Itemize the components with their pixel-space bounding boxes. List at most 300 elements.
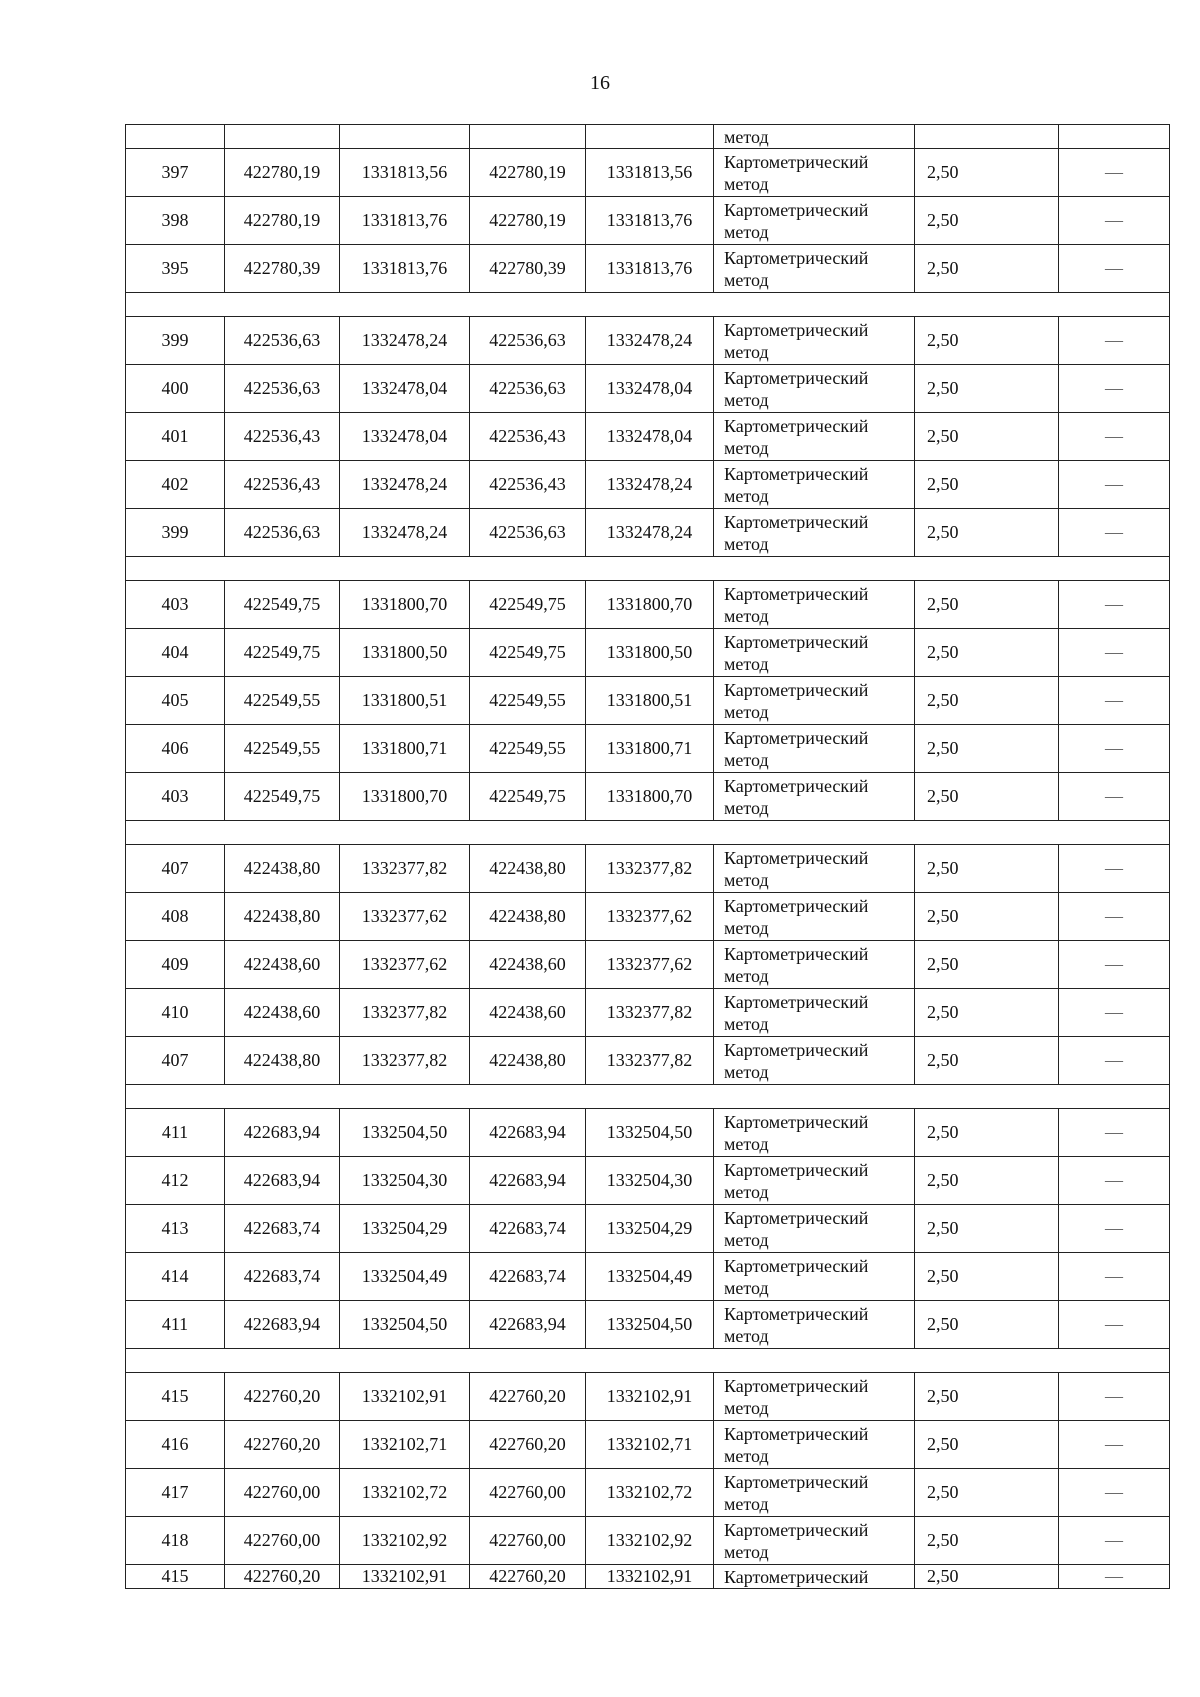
cell-dash: —: [1059, 245, 1170, 293]
table-row: [126, 197, 1170, 245]
cell-x-coordinate: 422683,94: [225, 1157, 340, 1205]
cell-method: метод: [714, 125, 915, 149]
cell-error: 2,50: [915, 1205, 1059, 1253]
cell-method: [714, 1253, 915, 1301]
cell-x-coordinate: 422760,20: [225, 1421, 340, 1469]
cell-y-coordinate: 1331800,51: [340, 677, 470, 725]
cell-y-coordinate: 1332478,04: [340, 365, 470, 413]
method-line-1: Картометрический: [724, 991, 869, 1012]
cell-error: 2,50: [915, 509, 1059, 557]
cell-x-coordinate: 422536,43: [225, 461, 340, 509]
method-line-2: метод: [724, 485, 769, 506]
cell-point-number: 404: [126, 629, 225, 677]
cell-point-number: 415: [126, 1373, 225, 1421]
cell-point-number: 416: [126, 1421, 225, 1469]
cell-dash: —: [1059, 197, 1170, 245]
cell-y-coordinate: 1332504,50: [340, 1301, 470, 1349]
table-row: [126, 1373, 1170, 1421]
cell-y-coordinate-2: 1331800,51: [586, 677, 714, 725]
cell-dash: —: [1059, 1421, 1170, 1469]
cell-x-coordinate: 422683,94: [225, 1109, 340, 1157]
method-line-1: Картометрический: [724, 1519, 869, 1540]
cell-x-coordinate: 422438,60: [225, 989, 340, 1037]
cell-x-coordinate-2: 422438,80: [470, 845, 586, 893]
cell-y-coordinate-2: 1332377,82: [586, 989, 714, 1037]
cell-dash: —: [1059, 317, 1170, 365]
table-row: [126, 773, 1170, 821]
cell-error: 2,50: [915, 365, 1059, 413]
cell-y-coordinate: 1332102,91: [340, 1565, 470, 1589]
table-row: [126, 1565, 1170, 1589]
table-separator-row: [126, 821, 1170, 845]
method-line-1: Картометрический: [724, 1423, 869, 1444]
cell-dash: —: [1059, 1253, 1170, 1301]
cell-method: [714, 1205, 915, 1253]
table-row: [126, 149, 1170, 197]
table-row: [126, 1109, 1170, 1157]
cell-error: 2,50: [915, 1253, 1059, 1301]
table-row: [126, 893, 1170, 941]
cell-x-coordinate: 422536,63: [225, 365, 340, 413]
cell-point-number: 411: [126, 1109, 225, 1157]
cell-point-number: 405: [126, 677, 225, 725]
cell-error: 2,50: [915, 581, 1059, 629]
cell-y-coordinate: 1331800,71: [340, 725, 470, 773]
cell-x-coordinate: 422780,19: [225, 149, 340, 197]
cell-y-coordinate-2: 1332102,91: [586, 1565, 714, 1589]
cell-dash: —: [1059, 509, 1170, 557]
cell-empty: [126, 821, 1170, 845]
cell-x-coordinate: 422536,63: [225, 317, 340, 365]
cell-x-coordinate-2: 422438,80: [470, 893, 586, 941]
cell-dash: —: [1059, 941, 1170, 989]
cell-empty: [126, 1349, 1170, 1373]
cell-y-coordinate: 1331813,76: [340, 245, 470, 293]
cell-x-coordinate-2: 422549,75: [470, 581, 586, 629]
cell-dash: —: [1059, 677, 1170, 725]
cell-y-coordinate: 1332377,82: [340, 845, 470, 893]
method-line-1: Картометрический: [724, 847, 869, 868]
cell-x-coordinate-2: 422536,63: [470, 509, 586, 557]
table-row: [126, 1469, 1170, 1517]
table-row: [126, 629, 1170, 677]
cell-error: 2,50: [915, 1469, 1059, 1517]
cell-error: 2,50: [915, 149, 1059, 197]
cell-empty: [126, 1085, 1170, 1109]
cell-y-coordinate: 1332504,30: [340, 1157, 470, 1205]
cell-method: [714, 845, 915, 893]
method-line-1: Картометрический: [724, 583, 869, 604]
cell-y-coordinate: 1332377,62: [340, 893, 470, 941]
cell-y-coordinate-2: 1332377,62: [586, 893, 714, 941]
cell-x-coordinate-2: 422536,43: [470, 413, 586, 461]
cell-method: [714, 677, 915, 725]
cell-error: 2,50: [915, 1517, 1059, 1565]
table-row: [126, 677, 1170, 725]
cell-x-coordinate: 422438,80: [225, 845, 340, 893]
page-number: 16: [590, 72, 610, 94]
cell-empty: [340, 125, 470, 149]
cell-x-coordinate-2: 422683,74: [470, 1253, 586, 1301]
cell-x-coordinate: 422438,80: [225, 893, 340, 941]
method-line-2: метод: [724, 389, 769, 410]
cell-error: 2,50: [915, 629, 1059, 677]
cell-x-coordinate: 422536,43: [225, 413, 340, 461]
method-line-2: метод: [724, 1541, 769, 1562]
cell-error: 2,50: [915, 773, 1059, 821]
method-line-2: метод: [724, 1229, 769, 1250]
cell-x-coordinate: 422438,60: [225, 941, 340, 989]
cell-method: [714, 1109, 915, 1157]
method-line-1: Картометрический: [724, 1255, 869, 1276]
method-line-2: метод: [724, 965, 769, 986]
cell-y-coordinate-2: 1331813,76: [586, 197, 714, 245]
cell-error: 2,50: [915, 1565, 1059, 1589]
cell-empty: [586, 125, 714, 149]
cell-x-coordinate-2: 422549,55: [470, 677, 586, 725]
cell-x-coordinate-2: 422780,19: [470, 149, 586, 197]
cell-method: [714, 893, 915, 941]
cell-dash: —: [1059, 1037, 1170, 1085]
cell-y-coordinate: 1331800,70: [340, 581, 470, 629]
cell-dash: —: [1059, 581, 1170, 629]
cell-y-coordinate: 1332377,62: [340, 941, 470, 989]
cell-y-coordinate: 1332102,71: [340, 1421, 470, 1469]
table-row: [126, 989, 1170, 1037]
method-line-2: метод: [724, 221, 769, 242]
cell-method: [714, 413, 915, 461]
cell-y-coordinate-2: 1332377,82: [586, 1037, 714, 1085]
table-row: [126, 413, 1170, 461]
method-line-2: метод: [724, 1445, 769, 1466]
cell-y-coordinate-2: 1332102,72: [586, 1469, 714, 1517]
cell-error: 2,50: [915, 1037, 1059, 1085]
table-row: [126, 941, 1170, 989]
cell-empty: [126, 557, 1170, 581]
cell-y-coordinate: 1332478,04: [340, 413, 470, 461]
cell-point-number: 406: [126, 725, 225, 773]
method-line-2: метод: [724, 605, 769, 626]
cell-error: 2,50: [915, 1373, 1059, 1421]
table-body: [126, 125, 1170, 1589]
method-line-2: метод: [724, 1493, 769, 1514]
method-line-1: Картометрический: [724, 415, 869, 436]
cell-x-coordinate: 422536,63: [225, 509, 340, 557]
method-line-2: метод: [724, 269, 769, 290]
cell-y-coordinate: 1331800,50: [340, 629, 470, 677]
cell-method: [714, 629, 915, 677]
cell-method: [714, 725, 915, 773]
method-line-1: Картометрический: [724, 1566, 869, 1587]
cell-point-number: 418: [126, 1517, 225, 1565]
method-line-2: метод: [724, 1325, 769, 1346]
cell-y-coordinate-2: 1331800,50: [586, 629, 714, 677]
cell-y-coordinate-2: 1332102,92: [586, 1517, 714, 1565]
cell-empty: [126, 125, 225, 149]
table-row: [126, 1517, 1170, 1565]
cell-y-coordinate-2: 1331800,71: [586, 725, 714, 773]
cell-x-coordinate-2: 422549,55: [470, 725, 586, 773]
table-row: [126, 725, 1170, 773]
cell-y-coordinate: 1332504,29: [340, 1205, 470, 1253]
cell-point-number: 402: [126, 461, 225, 509]
cell-error: 2,50: [915, 677, 1059, 725]
cell-x-coordinate-2: 422780,19: [470, 197, 586, 245]
cell-error: 2,50: [915, 893, 1059, 941]
table-row: [126, 1037, 1170, 1085]
cell-point-number: 399: [126, 509, 225, 557]
cell-point-number: 408: [126, 893, 225, 941]
table-row: [126, 1205, 1170, 1253]
cell-x-coordinate-2: 422549,75: [470, 773, 586, 821]
method-line-1: Картометрический: [724, 727, 869, 748]
cell-dash: —: [1059, 1205, 1170, 1253]
cell-y-coordinate: 1332504,50: [340, 1109, 470, 1157]
cell-y-coordinate: 1331813,56: [340, 149, 470, 197]
cell-y-coordinate: 1332377,82: [340, 989, 470, 1037]
cell-error: 2,50: [915, 461, 1059, 509]
cell-x-coordinate: 422760,00: [225, 1469, 340, 1517]
method-line-2: метод: [724, 437, 769, 458]
method-line-1: Картометрический: [724, 511, 869, 532]
table-row: [126, 365, 1170, 413]
table-row: [126, 1157, 1170, 1205]
method-line-2: метод: [724, 533, 769, 554]
cell-empty: [1059, 125, 1170, 149]
cell-error: 2,50: [915, 1157, 1059, 1205]
cell-y-coordinate-2: 1332102,91: [586, 1373, 714, 1421]
cell-y-coordinate-2: 1332478,04: [586, 413, 714, 461]
cell-y-coordinate-2: 1332504,29: [586, 1205, 714, 1253]
method-line-1: Картометрический: [724, 895, 869, 916]
cell-dash: —: [1059, 1517, 1170, 1565]
cell-x-coordinate-2: 422438,60: [470, 989, 586, 1037]
cell-point-number: 403: [126, 581, 225, 629]
cell-y-coordinate: 1332377,82: [340, 1037, 470, 1085]
cell-error: 2,50: [915, 245, 1059, 293]
cell-y-coordinate: 1332504,49: [340, 1253, 470, 1301]
method-line-1: Картометрический: [724, 199, 869, 220]
cell-empty: [470, 125, 586, 149]
method-line-1: Картометрический: [724, 775, 869, 796]
method-line-1: Картометрический: [724, 1471, 869, 1492]
method-line-1: Картометрический: [724, 1207, 869, 1228]
cell-method: [714, 317, 915, 365]
cell-dash: —: [1059, 1301, 1170, 1349]
cell-error: 2,50: [915, 941, 1059, 989]
cell-method: [714, 149, 915, 197]
table-row: [126, 461, 1170, 509]
cell-dash: —: [1059, 893, 1170, 941]
cell-y-coordinate-2: 1332102,71: [586, 1421, 714, 1469]
cell-y-coordinate: 1331813,76: [340, 197, 470, 245]
cell-error: 2,50: [915, 845, 1059, 893]
cell-y-coordinate-2: 1332377,62: [586, 941, 714, 989]
cell-y-coordinate-2: 1331800,70: [586, 581, 714, 629]
cell-x-coordinate-2: 422683,74: [470, 1205, 586, 1253]
cell-y-coordinate: 1331800,70: [340, 773, 470, 821]
method-line-2: метод: [724, 701, 769, 722]
method-line-1: Картометрический: [724, 679, 869, 700]
method-line-1: Картометрический: [724, 631, 869, 652]
cell-dash: —: [1059, 149, 1170, 197]
cell-method: [714, 1157, 915, 1205]
cell-dash: —: [1059, 725, 1170, 773]
cell-error: 2,50: [915, 1421, 1059, 1469]
cell-x-coordinate: 422549,75: [225, 773, 340, 821]
cell-x-coordinate-2: 422549,75: [470, 629, 586, 677]
cell-method: [714, 197, 915, 245]
cell-y-coordinate-2: 1332478,04: [586, 365, 714, 413]
cell-error: 2,50: [915, 197, 1059, 245]
cell-error: 2,50: [915, 1109, 1059, 1157]
cell-method: [714, 461, 915, 509]
method-line-2: метод: [724, 1061, 769, 1082]
cell-dash: —: [1059, 845, 1170, 893]
cell-method: [714, 1421, 915, 1469]
table-separator-row: [126, 293, 1170, 317]
cell-y-coordinate-2: 1332377,82: [586, 845, 714, 893]
cell-x-coordinate-2: 422536,63: [470, 317, 586, 365]
cell-empty: [915, 125, 1059, 149]
method-line-1: Картометрический: [724, 1159, 869, 1180]
cell-x-coordinate-2: 422683,94: [470, 1157, 586, 1205]
table-row: [126, 245, 1170, 293]
cell-x-coordinate-2: 422760,00: [470, 1517, 586, 1565]
method-line-1: Картометрический: [724, 463, 869, 484]
cell-dash: —: [1059, 989, 1170, 1037]
method-line-2: метод: [724, 1397, 769, 1418]
cell-error: 2,50: [915, 1301, 1059, 1349]
cell-x-coordinate: 422438,80: [225, 1037, 340, 1085]
cell-point-number: 414: [126, 1253, 225, 1301]
cell-y-coordinate-2: 1331800,70: [586, 773, 714, 821]
cell-point-number: 400: [126, 365, 225, 413]
cell-y-coordinate-2: 1332478,24: [586, 509, 714, 557]
cell-empty: [225, 125, 340, 149]
cell-x-coordinate: 422760,20: [225, 1373, 340, 1421]
cell-dash: —: [1059, 413, 1170, 461]
cell-x-coordinate: 422549,55: [225, 677, 340, 725]
cell-y-coordinate-2: 1332478,24: [586, 317, 714, 365]
cell-x-coordinate-2: 422438,60: [470, 941, 586, 989]
method-line-1: Картометрический: [724, 1111, 869, 1132]
cell-error: 2,50: [915, 725, 1059, 773]
method-line-2: метод: [724, 1181, 769, 1202]
table-separator-row: [126, 1349, 1170, 1373]
cell-x-coordinate: 422780,19: [225, 197, 340, 245]
table-row: [126, 1301, 1170, 1349]
cell-x-coordinate-2: 422536,43: [470, 461, 586, 509]
cell-x-coordinate-2: 422760,20: [470, 1565, 586, 1589]
cell-point-number: 410: [126, 989, 225, 1037]
method-line-2: метод: [724, 1277, 769, 1298]
table-row: [126, 317, 1170, 365]
method-line-2: метод: [724, 173, 769, 194]
cell-method: [714, 1517, 915, 1565]
method-line-1: Картометрический: [724, 367, 869, 388]
cell-method: [714, 581, 915, 629]
table-row: [126, 1253, 1170, 1301]
cell-x-coordinate: 422549,75: [225, 581, 340, 629]
cell-error: 2,50: [915, 317, 1059, 365]
cell-dash: —: [1059, 1469, 1170, 1517]
table-row-continuation: [126, 125, 1170, 149]
cell-y-coordinate-2: 1332478,24: [586, 461, 714, 509]
cell-method: [714, 365, 915, 413]
cell-x-coordinate: 422760,20: [225, 1565, 340, 1589]
method-line-2: метод: [724, 341, 769, 362]
cell-x-coordinate-2: 422760,20: [470, 1373, 586, 1421]
cell-point-number: 395: [126, 245, 225, 293]
cell-x-coordinate: 422549,55: [225, 725, 340, 773]
cell-dash: —: [1059, 365, 1170, 413]
cell-method: [714, 509, 915, 557]
cell-x-coordinate: 422549,75: [225, 629, 340, 677]
cell-dash: —: [1059, 461, 1170, 509]
cell-error: 2,50: [915, 989, 1059, 1037]
cell-point-number: 398: [126, 197, 225, 245]
cell-y-coordinate: 1332478,24: [340, 461, 470, 509]
table-row: [126, 581, 1170, 629]
cell-point-number: 397: [126, 149, 225, 197]
cell-method: [714, 989, 915, 1037]
method-line-2: метод: [724, 653, 769, 674]
method-line-1: Картометрический: [724, 943, 869, 964]
cell-x-coordinate: 422683,74: [225, 1205, 340, 1253]
cell-point-number: 412: [126, 1157, 225, 1205]
cell-point-number: 407: [126, 845, 225, 893]
cell-method: [714, 1373, 915, 1421]
cell-x-coordinate: 422760,00: [225, 1517, 340, 1565]
cell-x-coordinate-2: 422438,80: [470, 1037, 586, 1085]
cell-x-coordinate-2: 422760,00: [470, 1469, 586, 1517]
cell-y-coordinate: 1332102,91: [340, 1373, 470, 1421]
cell-point-number: 401: [126, 413, 225, 461]
cell-x-coordinate: 422780,39: [225, 245, 340, 293]
cell-method: [714, 1565, 915, 1589]
cell-y-coordinate-2: 1331813,56: [586, 149, 714, 197]
cell-y-coordinate: 1332102,92: [340, 1517, 470, 1565]
cell-y-coordinate: 1332102,72: [340, 1469, 470, 1517]
table-row: [126, 845, 1170, 893]
cell-method: [714, 245, 915, 293]
cell-dash: —: [1059, 1109, 1170, 1157]
cell-x-coordinate-2: 422536,63: [470, 365, 586, 413]
method-line-2: метод: [724, 749, 769, 770]
cell-y-coordinate-2: 1331813,76: [586, 245, 714, 293]
method-line-2: метод: [724, 869, 769, 890]
method-line-1: Картометрический: [724, 1303, 869, 1324]
method-line-1: Картометрический: [724, 151, 869, 172]
method-line-1: Картометрический: [724, 319, 869, 340]
cell-y-coordinate-2: 1332504,50: [586, 1109, 714, 1157]
method-line-1: Картометрический: [724, 1039, 869, 1060]
cell-point-number: 415: [126, 1565, 225, 1589]
cell-x-coordinate-2: 422683,94: [470, 1109, 586, 1157]
method-line-2: метод: [724, 1133, 769, 1154]
method-line-1: Картометрический: [724, 1375, 869, 1396]
cell-x-coordinate-2: 422760,20: [470, 1421, 586, 1469]
cell-dash: —: [1059, 1157, 1170, 1205]
cell-point-number: 403: [126, 773, 225, 821]
table-separator-row: [126, 557, 1170, 581]
cell-y-coordinate-2: 1332504,50: [586, 1301, 714, 1349]
cell-method: [714, 1301, 915, 1349]
cell-dash: —: [1059, 773, 1170, 821]
cell-dash: —: [1059, 629, 1170, 677]
cell-y-coordinate: 1332478,24: [340, 509, 470, 557]
